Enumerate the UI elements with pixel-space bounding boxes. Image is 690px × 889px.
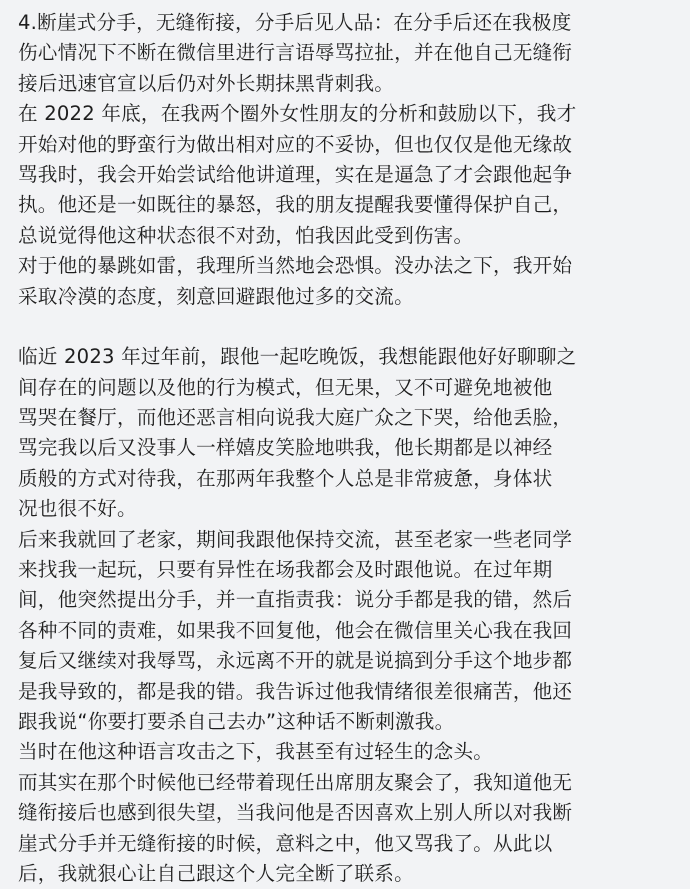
text-line: 跟我说“你要打要杀自己去办”这种话不断刺激我。 (18, 709, 455, 733)
text-line: 间存在的问题以及他的行为模式，但无果，又不可避免地被他 (18, 375, 553, 399)
paragraph-5 (18, 525, 670, 738)
paragraph-7 (18, 768, 670, 889)
text-line: 后，我就狠心让自己跟这个人完全断了联系。 (18, 861, 414, 885)
text-line: 总说觉得他这种状态很不对劲，怕我因此受到伤害。 (18, 223, 474, 247)
text-line: 接后迅速官宣以后仍对外长期抹黑背刺我。 (18, 71, 395, 95)
text-line: 执。他还是一如既往的暴怒，我的朋友提醒我要懂得保护自己， (18, 193, 573, 217)
text-line: 4.断崖式分手，无缝衔接，分手后见人品：在分手后还在我极度 (18, 11, 572, 34)
text-line: 各种不同的责难，如果我不回复他，他会在微信里关心我在我回 (18, 618, 573, 642)
text-line: 在 2022 年底，在我两个圈外女性朋友的分析和鼓励以下，我才 (18, 102, 577, 126)
paragraph-3 (18, 251, 670, 312)
text-line: 崖式分手并无缝衔接的时候，意料之中，他又骂我了。从此以 (18, 831, 553, 855)
paragraph-2 (18, 99, 670, 251)
paragraph-1 (18, 8, 670, 99)
text-line: 骂哭在餐厅，而他还恶言相向说我大庭广众之下哭，给他丢脸， (18, 406, 573, 430)
text-line: 伤心情况下不断在微信里进行言语辱骂拉扯，并在他自己无缝衔 (18, 41, 573, 65)
text-line: 后来我就回了老家，期间我跟他保持交流，甚至老家一些老同学 (18, 527, 573, 551)
paragraph-4 (18, 342, 670, 524)
text-line: 而其实在那个时候他已经带着现任出席朋友聚会了，我知道他无 (18, 770, 573, 794)
text-line: 缝衔接后也感到很失望，当我问他是否因喜欢上别人所以对我断 (18, 801, 573, 825)
text-line: 采取冷漠的态度，刻意回避跟他过多的交流。 (18, 284, 414, 308)
text-line: 况也很不好。 (18, 497, 137, 521)
paragraph-gap (18, 312, 670, 342)
text-line: 间，他突然提出分手，并一直指责我：说分手都是我的错，然后 (18, 588, 573, 612)
text-line: 对于他的暴跳如雷，我理所当然地会恐惧。没办法之下，我开始 (18, 254, 573, 278)
paragraph-6 (18, 737, 670, 767)
text-line: 临近 2023 年过年前，跟他一起吃晚饭，我想能跟他好好聊聊之 (18, 345, 577, 369)
text-line: 来找我一起玩，只要有异性在场我都会及时跟他说。在过年期 (18, 558, 553, 582)
text-line: 开始对他的野蛮行为做出相对应的不妥协，但也仅仅是他无缘故 (18, 132, 573, 156)
text-line: 复后又继续对我辱骂，永远离不开的就是说搞到分手这个地步都 (18, 649, 573, 673)
text-line: 当时在他这种语言攻击之下，我甚至有过轻生的念头。 (18, 740, 494, 764)
text-line: 骂完我以后又没事人一样嬉皮笑脸地哄我，他长期都是以神经 (18, 436, 553, 460)
text-line: 骂我时，我会开始尝试给他讲道理，实在是逼急了才会跟他起争 (18, 162, 573, 186)
text-line: 是我导致的，都是我的错。我告诉过他我情绪很差很痛苦，他还 (18, 679, 573, 703)
text-line: 质般的方式对待我，在那两年我整个人总是非常疲惫，身体状 (18, 466, 553, 490)
